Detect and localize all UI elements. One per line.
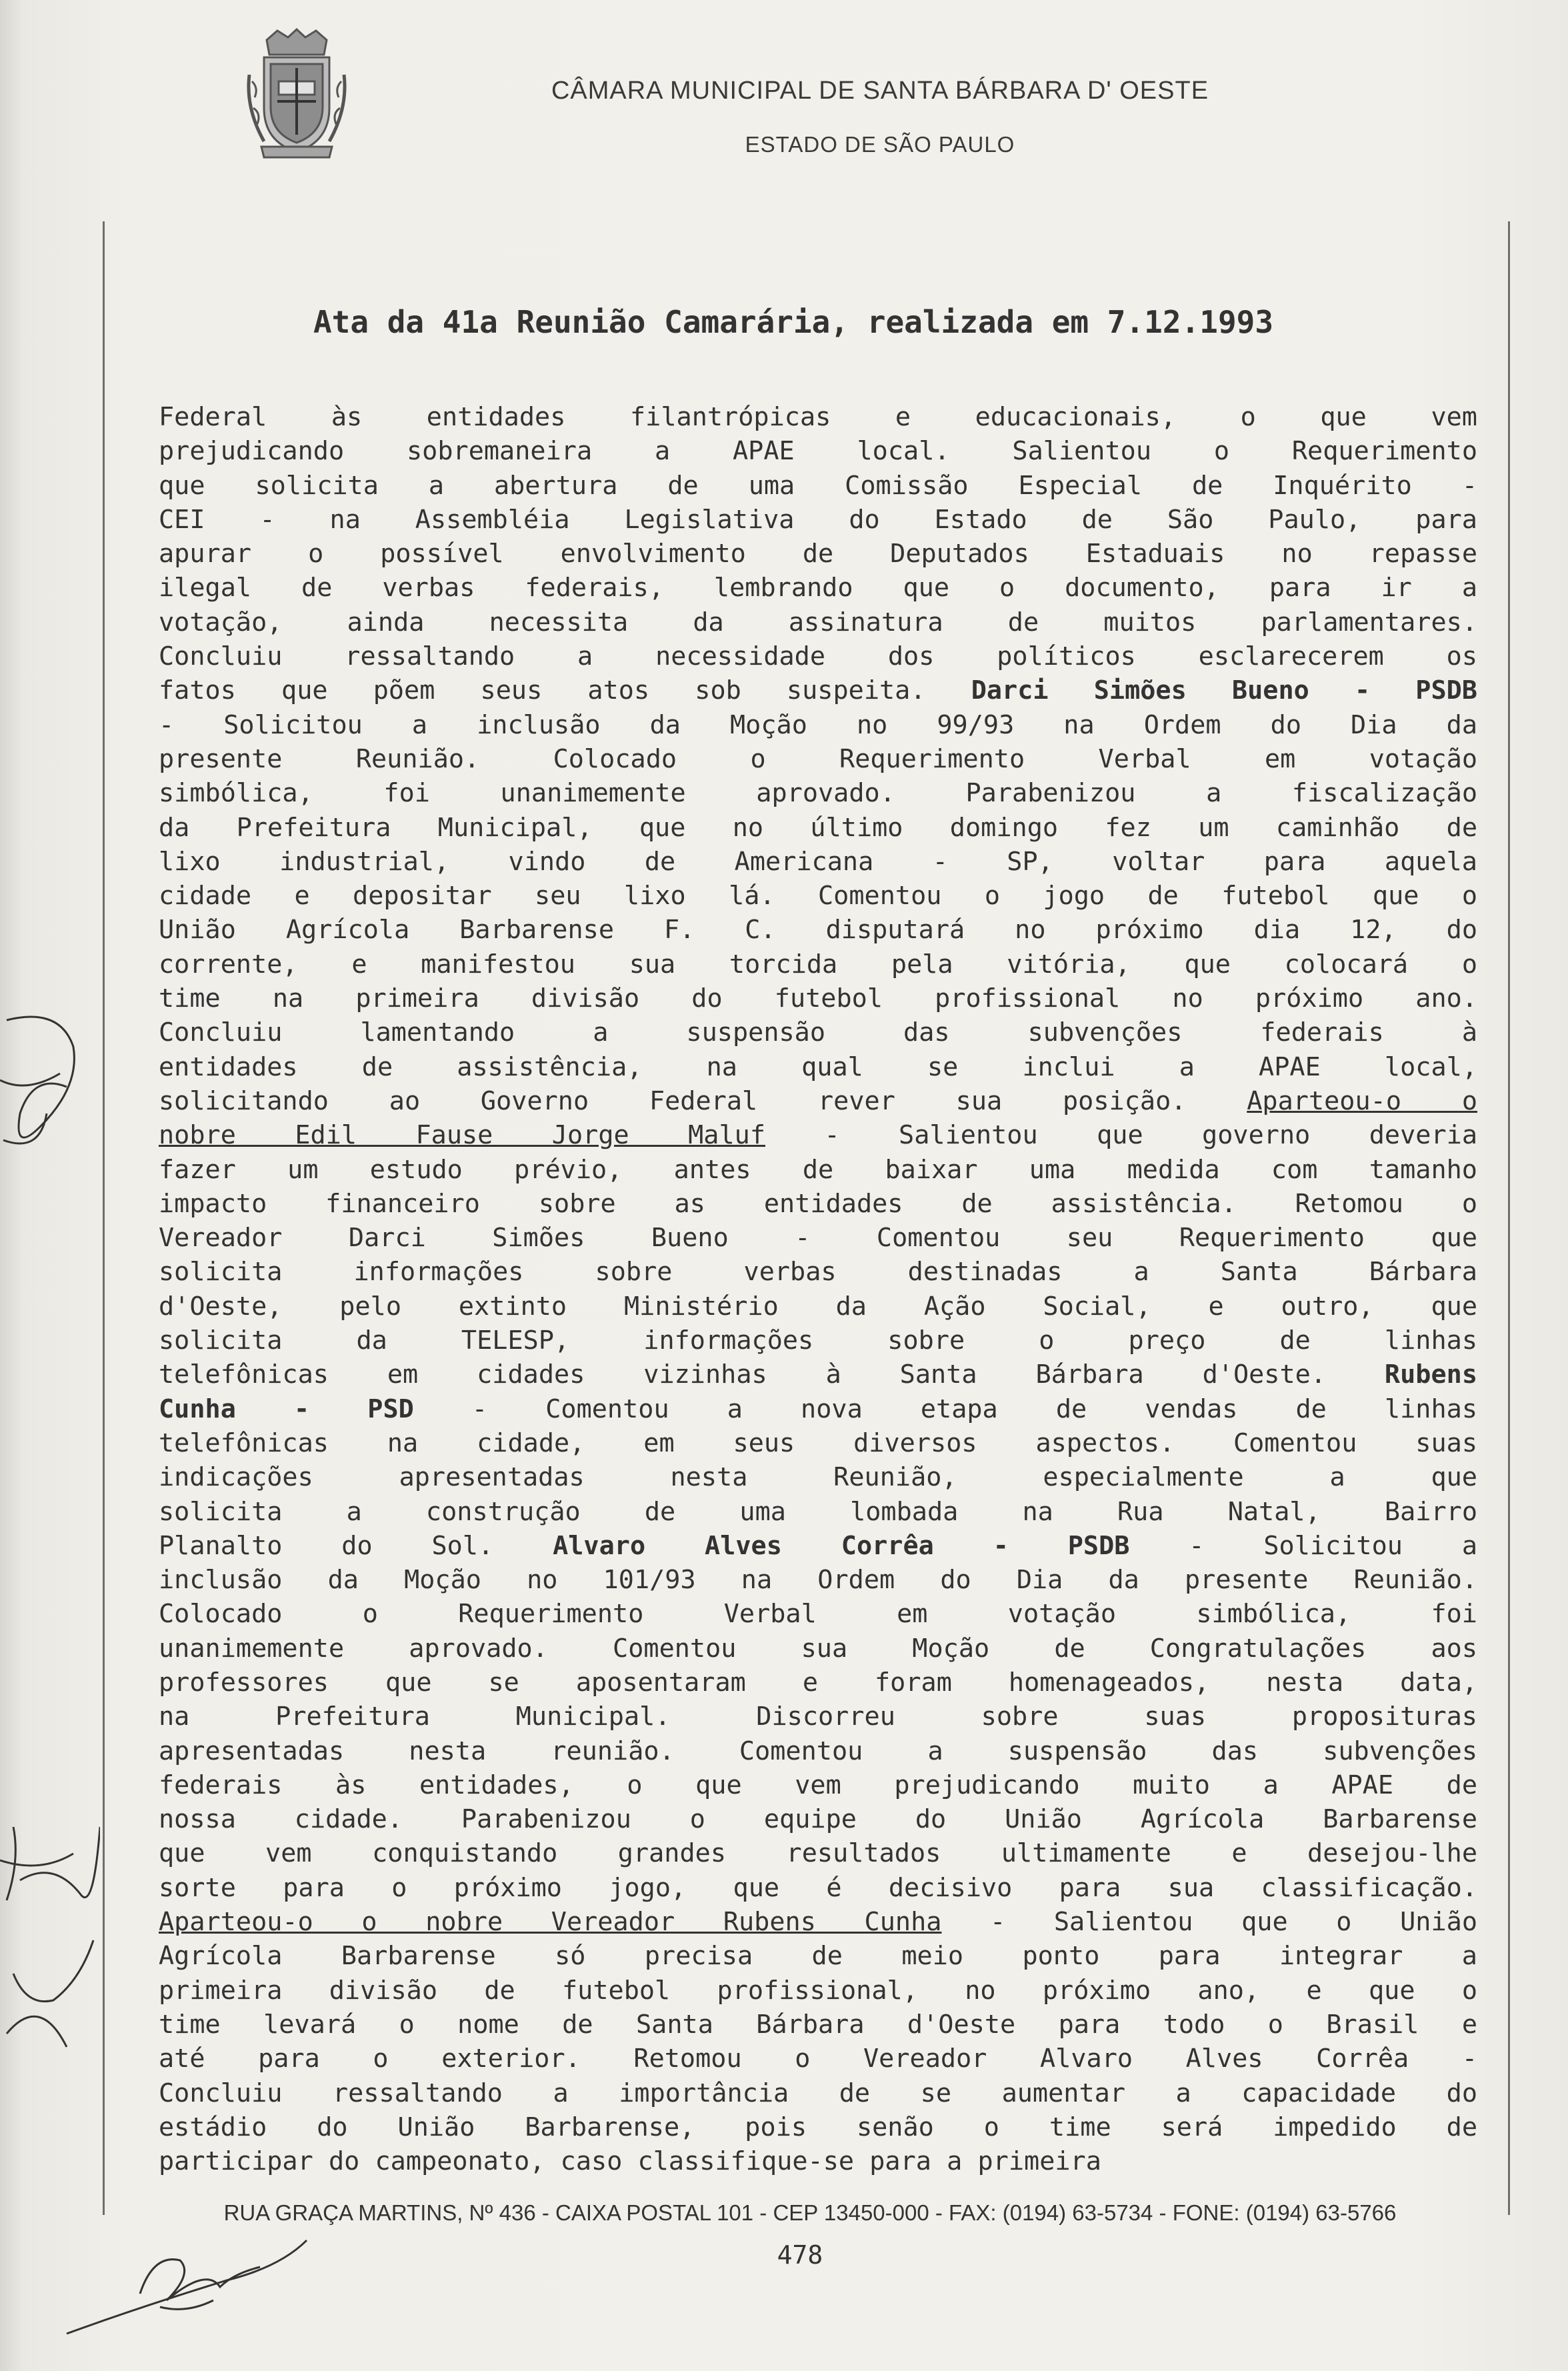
text-run: - Comentou a nova etapa de vendas de linhas <box>413 1394 1477 1424</box>
text-line <box>159 1836 1477 1870</box>
text-line <box>159 1529 1477 1563</box>
text-run: professores que se aposentaram e foram homenageados, nesta data, <box>159 1667 1477 1698</box>
text-line <box>159 913 1477 947</box>
text-line <box>159 639 1477 673</box>
text-line <box>159 2042 1477 2076</box>
text-line <box>159 537 1477 571</box>
footer-signature <box>60 2227 313 2340</box>
text-line <box>159 1392 1477 1426</box>
text-run: Vereador Darci Simões Bueno - Comentou seu Requerimento que <box>159 1223 1477 1254</box>
text-run: solicitando ao Governo Federal rever sua posição. <box>159 1085 1247 1116</box>
text-line <box>159 1734 1477 1768</box>
text-run: lixo industrial, vindo de Americana - SP, voltar para aquela <box>159 846 1477 877</box>
margin-signatures <box>0 993 100 2180</box>
text-run: solicita a construção de uma lombada na Rua Natal, Bairro <box>159 1496 1477 1527</box>
right-margin-rule <box>1508 221 1510 2215</box>
municipal-crest-icon <box>244 28 349 161</box>
text-run: na Prefeitura Municipal. Discorreu sobre suas proposituras <box>159 1702 1477 1732</box>
text-run: estádio do União Barbarense, pois senão o time será impedido de <box>159 2112 1477 2142</box>
text-line <box>159 1632 1477 1666</box>
text-run: fazer um estudo prévio, antes de baixar uma medida com tamanho <box>159 1154 1477 1185</box>
text-run: Concluiu lamentando a suspensão das subvenções federais à <box>159 1017 1477 1048</box>
text-run: Agrícola Barbarense só precisa de meio ponto para integrar a <box>159 1941 1477 1972</box>
text-run: União Agrícola Barbarense F. C. disputará no próximo dia 12, do <box>159 915 1477 945</box>
text-run: time na primeira divisão do futebol profissional no próximo ano. <box>159 983 1477 1014</box>
text-line <box>159 673 1477 707</box>
left-margin-rule <box>103 221 105 2215</box>
text-line <box>159 1802 1477 1836</box>
text-run: impacto financeiro sobre as entidades de assistência. Retomou o <box>159 1188 1477 1219</box>
text-line <box>159 947 1477 981</box>
speaker-name: Cunha - PSD <box>159 1394 414 1424</box>
text-run: d'Oeste, pelo extinto Ministério da Ação Social, e outro, que <box>159 1291 1477 1322</box>
text-line <box>159 1324 1477 1358</box>
text-run: entidades de assistência, na qual se inclui a APAE local, <box>159 1051 1477 1082</box>
text-line <box>159 1939 1477 1973</box>
text-run: participar do campeonato, caso classifique-se para a primeira <box>159 2146 1101 2177</box>
text-line <box>159 1460 1477 1494</box>
speaker-name: Darci Simões Bueno - PSDB <box>971 675 1477 706</box>
minutes-body <box>159 400 1477 2178</box>
text-line <box>159 1050 1477 1084</box>
text-run: da Prefeitura Municipal, que no último domingo fez um caminhão de <box>159 812 1477 843</box>
text-run: cidade e depositar seu lixo lá. Comentou o jogo de futebol que o <box>159 881 1477 911</box>
institution-title: CÂMARA MUNICIPAL DE SANTA BÁRBARA D' OESTE <box>551 77 1209 105</box>
aparte-reference: Aparteou-o o <box>1247 1085 1477 1116</box>
text-run: inclusão da Moção no 101/93 na Ordem do Dia da presente Reunião. <box>159 1565 1477 1596</box>
text-run: que vem conquistando grandes resultados ultimamente e desejou-lhe <box>159 1838 1477 1869</box>
footer-address: RUA GRAÇA MARTINS, Nº 436 - CAIXA POSTAL 101 - CEP 13450-000 - FAX: (0194) 63-5734 - FONE: (0194) 63-5766 <box>223 2200 1397 2225</box>
text-run: - Salientou que o União <box>941 1907 1477 1938</box>
text-line <box>159 571 1477 605</box>
text-run: simbólica, foi unanimemente aprovado. Parabenizou a fiscalização <box>159 778 1477 809</box>
text-line <box>159 400 1477 434</box>
speaker-name: Alvaro Alves Corrêa - PSDB <box>553 1530 1130 1561</box>
text-line <box>159 2008 1477 2042</box>
text-line <box>159 981 1477 1015</box>
text-line <box>159 1221 1477 1255</box>
speaker-name: Rubens <box>1384 1360 1477 1390</box>
text-run: Federal às entidades filantrópicas e educacionais, o que vem <box>159 402 1477 432</box>
text-run: prejudicando sobremaneira a APAE local. Salientou o Requerimento <box>159 436 1477 467</box>
page-number: 478 <box>777 2240 823 2270</box>
text-run: até para o exterior. Retomou o Vereador Alvaro Alves Corrêa - <box>159 2044 1477 2074</box>
text-run: time levará o nome de Santa Bárbara d'Oeste para todo o Brasil e <box>159 2009 1477 2040</box>
text-run: Concluiu ressaltando a importância de se aumentar a capacidade do <box>159 2078 1477 2108</box>
text-line <box>159 2076 1477 2110</box>
text-line <box>159 1666 1477 1700</box>
text-run: - Salientou que governo deveria <box>765 1120 1477 1151</box>
text-line <box>159 434 1477 468</box>
text-line <box>159 1495 1477 1529</box>
text-run: - Solicitou a inclusão da Moção no 99/93 na Ordem do Dia da <box>159 709 1477 740</box>
text-line <box>159 742 1477 776</box>
text-line <box>159 776 1477 810</box>
text-line <box>159 1871 1477 1905</box>
aparte-reference: Aparteou-o o nobre Vereador Rubens Cunha <box>159 1907 942 1938</box>
text-run: presente Reunião. Colocado o Requerimento Verbal em votação <box>159 743 1477 774</box>
text-line <box>159 845 1477 879</box>
text-line <box>159 1426 1477 1460</box>
text-run: solicita da TELESP, informações sobre o preço de linhas <box>159 1326 1477 1356</box>
text-run: - Solicitou a <box>1129 1530 1477 1561</box>
text-line <box>159 1290 1477 1324</box>
text-run: apresentadas nesta reunião. Comentou a suspensão das subvenções <box>159 1736 1477 1766</box>
text-run: CEI - na Assembléia Legislativa do Estado de São Paulo, para <box>159 504 1477 535</box>
text-line <box>159 1905 1477 1939</box>
text-run: primeira divisão de futebol profissional, no próximo ano, e que o <box>159 1975 1477 2006</box>
text-line <box>159 1015 1477 1049</box>
text-line <box>159 605 1477 639</box>
text-line <box>159 1974 1477 2008</box>
minutes-title: Ata da 41a Reunião Camarária, realizada em 7.12.1993 <box>313 304 1274 340</box>
text-run: fatos que põem seus atos sob suspeita. <box>159 675 971 706</box>
text-line <box>159 708 1477 742</box>
text-run: sorte para o próximo jogo, que é decisivo para sua classificação. <box>159 1872 1477 1903</box>
text-run: telefônicas em cidades vizinhas à Santa Bárbara d'Oeste. <box>159 1360 1385 1390</box>
text-run: ilegal de verbas federais, lembrando que o documento, para ir a <box>159 573 1477 603</box>
text-line <box>159 1255 1477 1289</box>
text-run: nossa cidade. Parabenizou o equipe do União Agrícola Barbarense <box>159 1804 1477 1835</box>
text-line <box>159 1187 1477 1221</box>
text-run: Planalto do Sol. <box>159 1530 553 1561</box>
text-line <box>159 1597 1477 1631</box>
aparte-reference: nobre Edil Fause Jorge Maluf <box>159 1120 766 1151</box>
institution-state: ESTADO DE SÃO PAULO <box>745 132 1015 157</box>
text-line <box>159 879 1477 913</box>
text-run: federais às entidades, o que vem prejudicando muito a APAE de <box>159 1770 1477 1800</box>
text-line <box>159 811 1477 845</box>
text-line <box>159 2144 1477 2178</box>
text-line <box>159 1153 1477 1187</box>
text-run: telefônicas na cidade, em seus diversos aspectos. Comentou suas <box>159 1428 1477 1458</box>
text-line <box>159 1563 1477 1597</box>
text-line <box>159 1084 1477 1118</box>
text-line <box>159 1118 1477 1152</box>
text-line <box>159 1358 1477 1392</box>
text-line <box>159 503 1477 537</box>
text-run: apurar o possível envolvimento de Deputados Estaduais no repasse <box>159 539 1477 569</box>
text-run: solicita informações sobre verbas destinadas a Santa Bárbara <box>159 1257 1477 1288</box>
text-line <box>159 1768 1477 1802</box>
text-run: indicações apresentadas nesta Reunião, especialmente a que <box>159 1462 1477 1493</box>
text-run: Concluiu ressaltando a necessidade dos políticos esclarecerem os <box>159 641 1477 672</box>
text-line <box>159 1700 1477 1734</box>
text-run: votação, ainda necessita da assinatura de muitos parlamentares. <box>159 607 1477 637</box>
text-line <box>159 469 1477 503</box>
text-run: que solicita a abertura de uma Comissão Especial de Inquérito - <box>159 470 1477 501</box>
text-run: Colocado o Requerimento Verbal em votação simbólica, foi <box>159 1599 1477 1630</box>
text-run: unanimemente aprovado. Comentou sua Moção de Congratulações aos <box>159 1633 1477 1664</box>
text-run: corrente, e manifestou sua torcida pela vitória, que colocará o <box>159 949 1477 979</box>
text-line <box>159 2110 1477 2144</box>
